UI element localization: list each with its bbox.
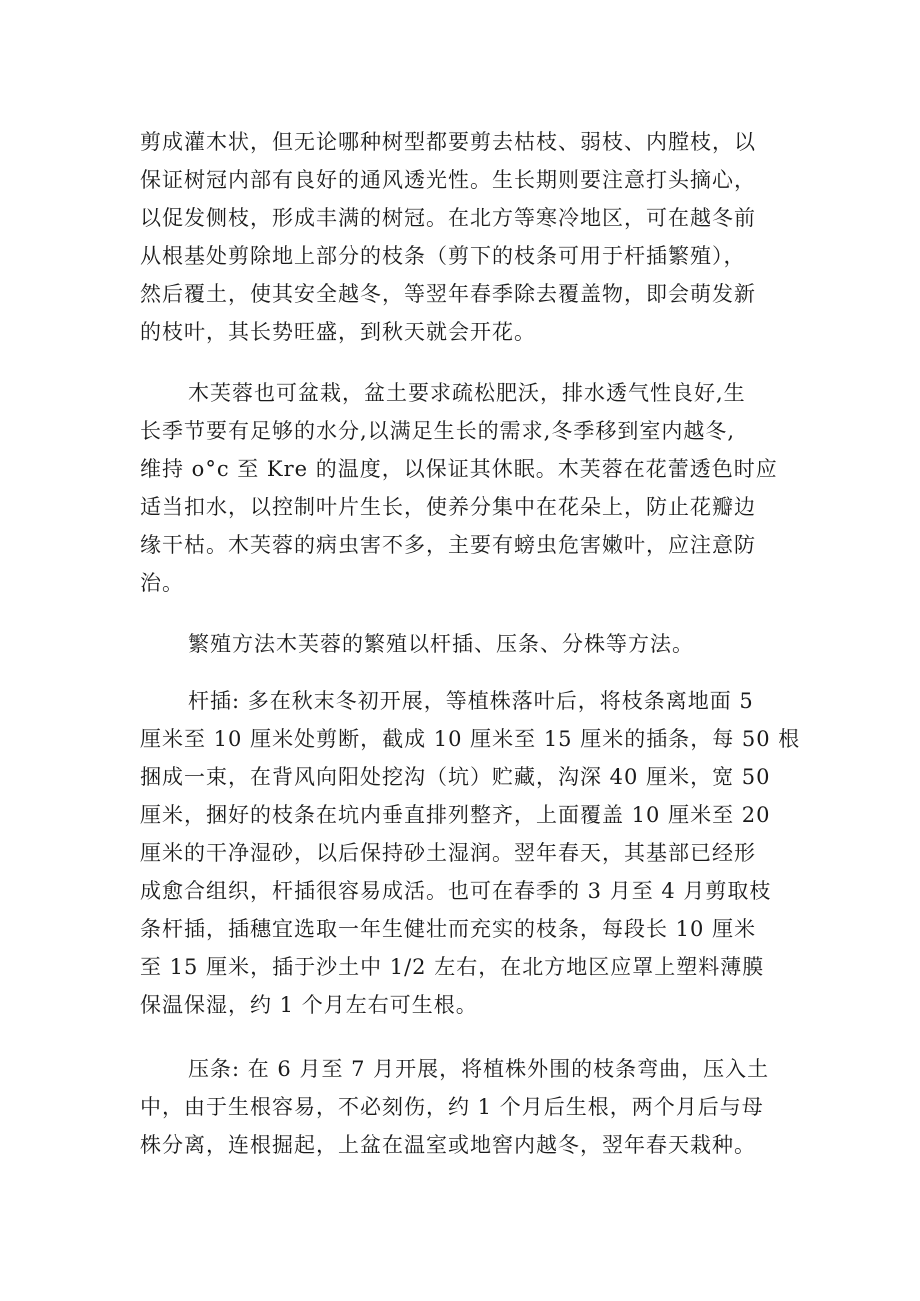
text-line: 杆插: 多在秋末冬初开展，等植株落叶后，将枝条离地面 5 [188, 689, 754, 713]
text-line: 压条: 在 6 月至 7 月开展，将植株外围的枝条弯曲，压入土 [188, 1057, 770, 1081]
text-line: 至 15 厘米，插于沙土中 1/2 左右，在北方地区应罩上塑料薄膜 [140, 955, 765, 979]
paragraph-layering [140, 1050, 800, 1164]
text-line: 捆成一束，在背风向阳处挖沟（坑）贮藏，沟深 40 厘米，宽 50 [140, 765, 771, 789]
text-line: 株分离，连根掘起，上盆在温室或地窖内越冬，翌年春天栽种。 [140, 1133, 756, 1157]
text-line: 以促发侧枝，形成丰满的树冠。在北方等寒冷地区，可在越冬前 [140, 206, 756, 230]
text-line: 保证树冠内部有良好的通风透光性。生长期则要注意打头摘心， [140, 168, 756, 192]
text-line: 木芙蓉也可盆栽，盆土要求疏松肥沃，排水透气性良好,生 [188, 381, 746, 405]
text-line: 治。 [140, 571, 184, 595]
paragraph-cutting [140, 682, 800, 1024]
paragraph-pruning [140, 123, 800, 351]
text-line: 厘米的干净湿砂，以后保持砂土湿润。翌年春天，其基部已经形 [140, 841, 756, 865]
text-line: 保温保湿，约 1 个月左右可生根。 [140, 993, 478, 1017]
text-line: 繁殖方法木芙蓉的繁殖以杆插、压条、分株等方法。 [188, 632, 694, 656]
paragraph-propagation-methods [140, 625, 800, 663]
text-line: 条杆插，插穗宜选取一年生健壮而充实的枝条，每段长 10 厘米 [140, 917, 757, 941]
text-line: 中，由于生根容易，不必刻伤，约 1 个月后生根，两个月后与母 [140, 1095, 764, 1119]
text-line: 维持 o°c 至 Kre 的温度，以保证其休眠。木芙蓉在花蕾透色时应 [140, 457, 778, 481]
text-line: 剪成灌木状，但无论哪种树型都要剪去枯枝、弱枝、内膛枝，以 [140, 130, 756, 154]
text-line: 长季节要有足够的水分,以满足生长的需求,冬季移到室内越冬, [140, 419, 736, 443]
paragraph-potted-culture [140, 374, 800, 602]
text-line: 厘米至 10 厘米处剪断，截成 10 厘米至 15 厘米的插条，每 50 根 [140, 727, 801, 751]
text-line: 的枝叶，其长势旺盛，到秋天就会开花。 [140, 320, 536, 344]
text-line: 适当扣水，以控制叶片生长，使养分集中在花朵上，防止花瓣边 [140, 495, 756, 519]
text-line: 从根基处剪除地上部分的枝条（剪下的枝条可用于杆插繁殖）， [140, 244, 746, 268]
text-line: 厘米，捆好的枝条在坑内垂直排列整齐，上面覆盖 10 厘米至 20 [140, 803, 771, 827]
text-line: 然后覆土，使其安全越冬，等翌年春季除去覆盖物，即会萌发新 [140, 282, 756, 306]
text-line: 成愈合组织，杆插很容易成活。也可在春季的 3 月至 4 月剪取枝 [140, 879, 772, 903]
text-line: 缘干枯。木芙蓉的病虫害不多，主要有螃虫危害嫩叶，应注意防 [140, 533, 756, 557]
